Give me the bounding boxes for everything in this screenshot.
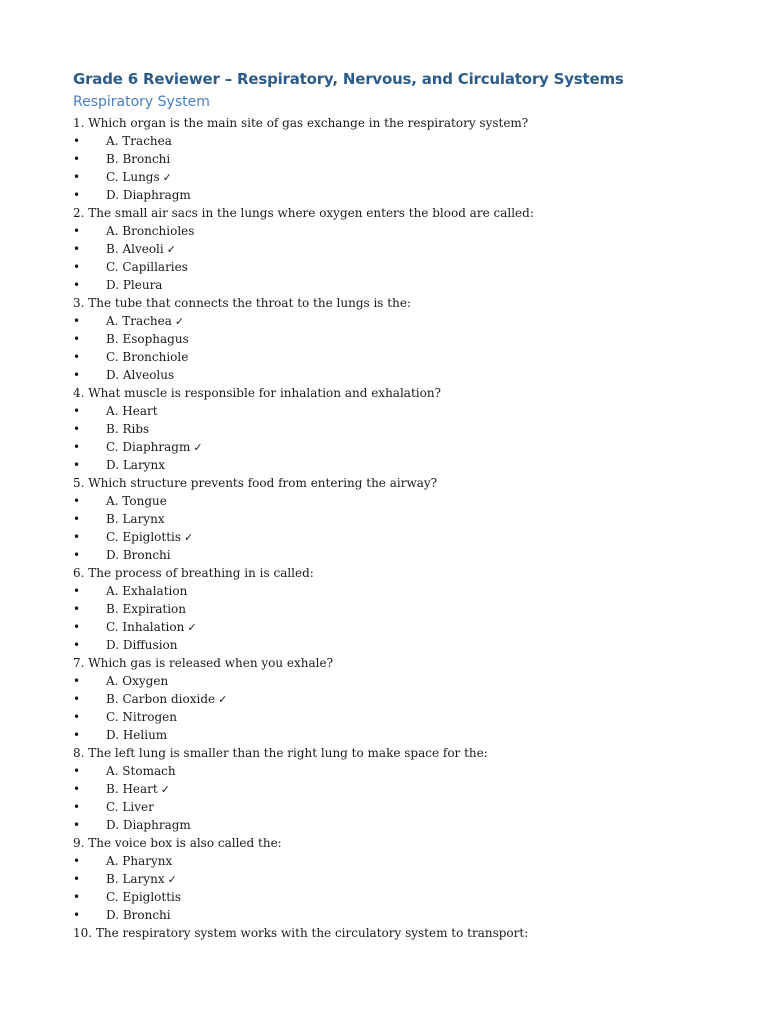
answer-option: [73, 276, 733, 294]
bullet-icon: •: [73, 260, 81, 274]
answer-option-label: D. Diffusion: [106, 638, 178, 652]
checkmark-icon: ✓: [167, 873, 177, 886]
bullet-icon: •: [73, 674, 81, 688]
answer-option-label: B. Larynx: [106, 512, 165, 526]
answer-option: [73, 402, 733, 420]
checkmark-icon: ✓: [218, 693, 228, 706]
question-text: 8. The left lung is smaller than the right lung to make space for the:: [73, 746, 488, 760]
answer-option-label: A. Tongue: [106, 494, 167, 508]
bullet-icon: •: [73, 710, 81, 724]
answer-option-label: D. Helium: [106, 728, 168, 742]
answer-option: [73, 528, 733, 546]
answer-option-label: C. Lungs: [106, 170, 160, 184]
bullet-icon: •: [73, 692, 81, 706]
answer-option: [73, 366, 733, 384]
checkmark-icon: ✓: [187, 621, 197, 634]
bullet-icon: •: [73, 854, 81, 868]
bullet-icon: •: [73, 620, 81, 634]
answer-option: [73, 420, 733, 438]
answer-option-label: B. Esophagus: [106, 332, 189, 346]
question-text: 5. Which structure prevents food from entering the airway?: [73, 476, 438, 490]
answer-option: [73, 186, 733, 204]
section-heading-respiratory: Respiratory System: [73, 94, 210, 110]
question-text: 9. The voice box is also called the:: [73, 836, 282, 850]
bullet-icon: •: [73, 404, 81, 418]
answer-option: [73, 852, 733, 870]
answer-option-label: C. Inhalation: [106, 620, 185, 634]
answer-option: [73, 672, 733, 690]
answer-option: [73, 726, 733, 744]
answer-option-label: A. Bronchioles: [106, 224, 195, 238]
answer-option-label: C. Epiglottis: [106, 530, 182, 544]
bullet-icon: •: [73, 134, 81, 148]
answer-option: [73, 906, 733, 924]
answer-option-label: C. Liver: [106, 800, 154, 814]
bullet-icon: •: [73, 548, 81, 562]
bullet-icon: •: [73, 890, 81, 904]
checkmark-icon: ✓: [174, 315, 185, 328]
answer-option: [73, 348, 733, 366]
question-list: [73, 114, 733, 942]
answer-option: [73, 258, 733, 276]
answer-option: [73, 456, 733, 474]
bullet-icon: •: [73, 188, 81, 202]
bullet-icon: •: [73, 440, 81, 454]
question-text: 7. Which gas is released when you exhale?: [73, 656, 334, 670]
answer-option-label: B. Carbon dioxide: [106, 692, 216, 706]
answer-option-label: D. Bronchi: [106, 548, 171, 562]
answer-option-label: A. Stomach: [106, 764, 176, 778]
answer-option: [73, 168, 733, 186]
bullet-icon: •: [73, 638, 81, 652]
answer-option-label: A. Trachea: [106, 314, 172, 328]
bullet-icon: •: [73, 242, 81, 256]
checkmark-icon: ✓: [184, 531, 194, 544]
question-text: 3. The tube that connects the throat to the lungs is the:: [73, 296, 411, 310]
answer-option-label: B. Expiration: [106, 602, 186, 616]
answer-option: [73, 618, 733, 636]
bullet-icon: •: [73, 170, 81, 184]
document-title: Grade 6 Reviewer – Respiratory, Nervous, and Circulatory Systems: [73, 70, 624, 88]
answer-option: [73, 222, 733, 240]
bullet-icon: •: [73, 530, 81, 544]
answer-option-label: D. Larynx: [106, 458, 165, 472]
bullet-icon: •: [73, 494, 81, 508]
bullet-icon: •: [73, 458, 81, 472]
answer-option-label: C. Capillaries: [106, 260, 188, 274]
answer-option: [73, 690, 733, 708]
bullet-icon: •: [73, 584, 81, 598]
answer-option-label: D. Diaphragm: [106, 818, 191, 832]
answer-option-label: A. Heart: [106, 404, 158, 418]
answer-option-label: D. Alveolus: [106, 368, 175, 382]
answer-option: [73, 762, 733, 780]
answer-option: [73, 816, 733, 834]
answer-option: [73, 600, 733, 618]
bullet-icon: •: [73, 728, 81, 742]
checkmark-icon: ✓: [193, 441, 203, 454]
answer-option: [73, 132, 733, 150]
bullet-icon: •: [73, 224, 81, 238]
answer-option: [73, 510, 733, 528]
answer-option-label: B. Alveoli: [106, 242, 164, 256]
question-text: 2. The small air sacs in the lungs where oxygen enters the blood are called:: [73, 206, 534, 220]
answer-option: [73, 240, 733, 258]
answer-option-label: A. Pharynx: [106, 854, 173, 868]
answer-option-label: C. Nitrogen: [106, 710, 178, 724]
bullet-icon: •: [73, 278, 81, 292]
answer-option-label: C. Bronchiole: [106, 350, 189, 364]
bullet-icon: •: [73, 602, 81, 616]
answer-option-label: A. Oxygen: [106, 674, 169, 688]
answer-option-label: A. Exhalation: [106, 584, 188, 598]
answer-option: [73, 636, 733, 654]
question-text: 4. What muscle is responsible for inhalation and exhalation?: [73, 386, 441, 400]
answer-option-label: C. Epiglottis: [106, 890, 182, 904]
bullet-icon: •: [73, 314, 81, 328]
answer-option: [73, 888, 733, 906]
answer-option: [73, 492, 733, 510]
answer-option-label: C. Diaphragm: [106, 440, 191, 454]
bullet-icon: •: [73, 818, 81, 832]
question-text: 10. The respiratory system works with the circulatory system to transport:: [73, 926, 529, 940]
bullet-icon: •: [73, 332, 81, 346]
answer-option: [73, 780, 733, 798]
answer-option-label: B. Heart: [106, 782, 158, 796]
answer-option: [73, 150, 733, 168]
bullet-icon: •: [73, 152, 81, 166]
answer-option-label: D. Pleura: [106, 278, 163, 292]
answer-option-label: D. Diaphragm: [106, 188, 191, 202]
answer-option: [73, 438, 733, 456]
bullet-icon: •: [73, 368, 81, 382]
question-text: 6. The process of breathing in is called:: [73, 566, 314, 580]
checkmark-icon: ✓: [162, 171, 172, 184]
answer-option-label: D. Bronchi: [106, 908, 171, 922]
answer-option: [73, 870, 733, 888]
bullet-icon: •: [73, 872, 81, 886]
answer-option: [73, 798, 733, 816]
answer-option-label: B. Ribs: [106, 422, 150, 436]
answer-option: [73, 330, 733, 348]
question-text: 1. Which organ is the main site of gas exchange in the respiratory system?: [73, 116, 529, 130]
answer-option-label: A. Trachea: [106, 134, 172, 148]
answer-option: [73, 312, 733, 330]
bullet-icon: •: [73, 764, 81, 778]
checkmark-icon: ✓: [160, 783, 170, 796]
answer-option-label: B. Bronchi: [106, 152, 171, 166]
answer-option: [73, 708, 733, 726]
bullet-icon: •: [73, 800, 81, 814]
answer-option: [73, 546, 733, 564]
bullet-icon: •: [73, 782, 81, 796]
bullet-icon: •: [73, 422, 81, 436]
answer-option: [73, 582, 733, 600]
checkmark-icon: ✓: [166, 243, 176, 256]
bullet-icon: •: [73, 908, 81, 922]
bullet-icon: •: [73, 512, 81, 526]
bullet-icon: •: [73, 350, 81, 364]
answer-option-label: B. Larynx: [106, 872, 165, 886]
